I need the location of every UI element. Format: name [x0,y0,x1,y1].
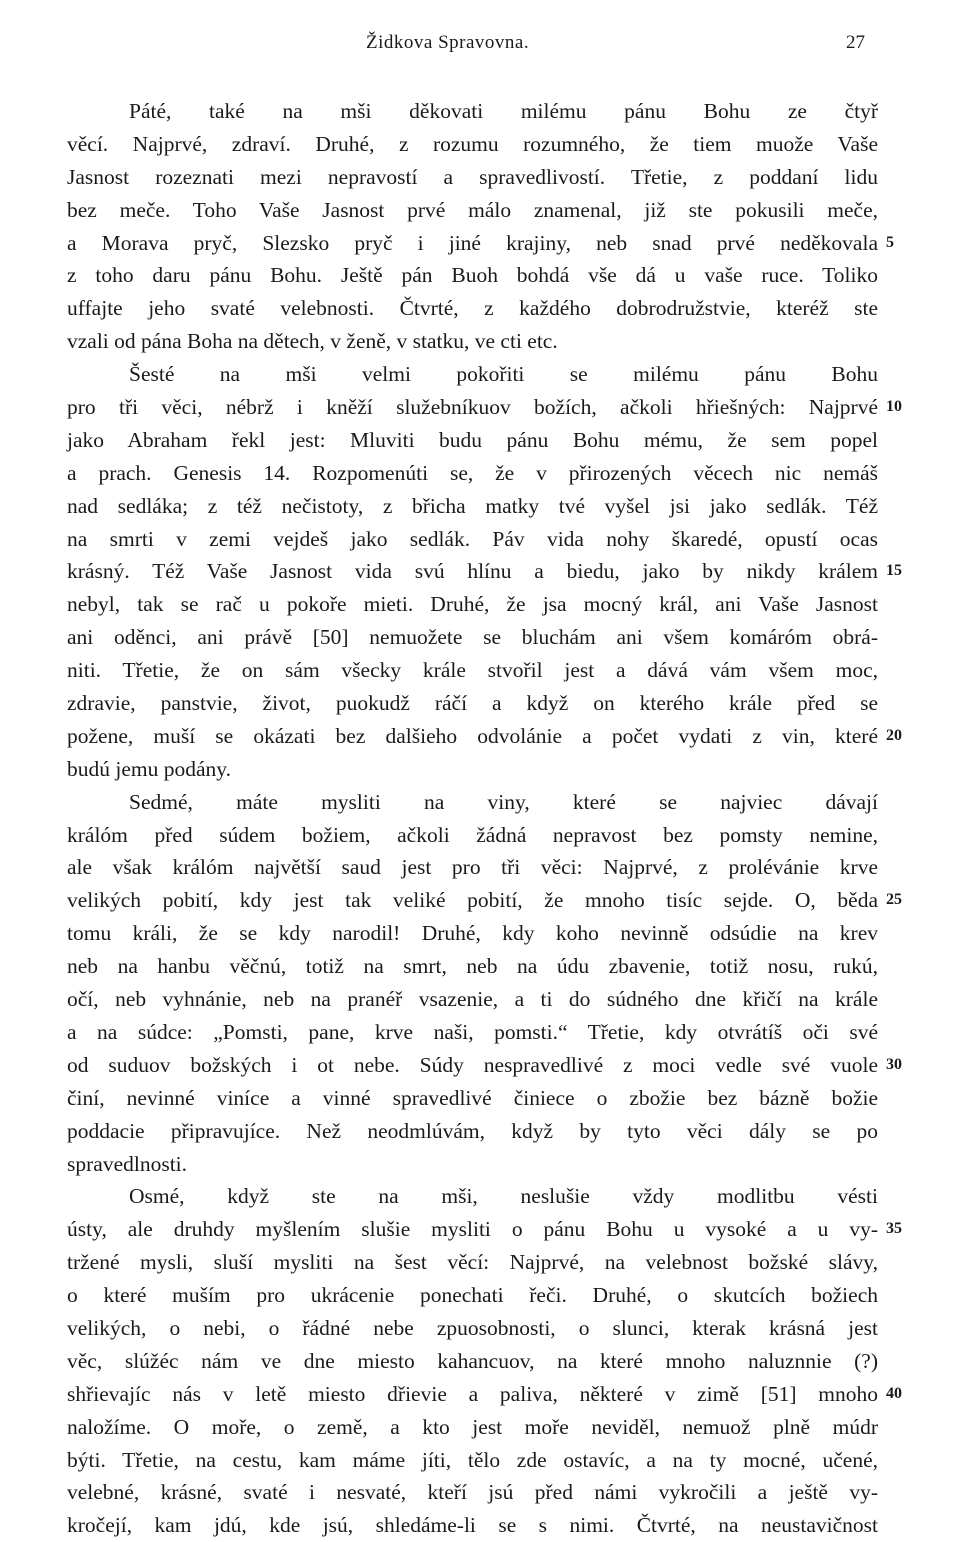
text-line [67,194,878,227]
text-line [67,950,878,983]
text-line-content: pro tři věci, nébrž i kněží služebníkuov božích, ačkoli hřiešných: Najprvé [67,395,878,420]
line-number: 20 [886,726,902,744]
text-line [67,983,878,1016]
text-line-content: ani oděnci, ani právě [50] nemuožete se bluchám ani všem komáróm obrá- [67,625,878,650]
text-line-content: Sedmé, máte mysliti na viny, které se najviec dávají [129,789,878,814]
text-line-content: shřievajíc nás v letě miesto dřievie a paliva, některé v zimě [51] mnoho [67,1381,878,1406]
text-line-content: z toho daru pánu Bohu. Ještě pán Buoh bohdá vše dá u vaše ruce. Toliko [67,263,878,288]
text-line-content: krásný. Též Vaše Jasnost vida svú hlínu a biedu, jako by nikdy králem [67,559,878,584]
text-line-content: bez meče. Toho Vaše Jasnost prvé málo znamenal, již ste pokusili meče, [67,197,878,222]
text-line-content: zdravie, panstvie, život, puokudž ráčí a když on kterého krále před se [67,691,878,716]
text-line-content: budú jemu podány. [67,756,232,781]
text-line [67,1345,878,1378]
text-line [67,786,878,819]
text-line [67,917,878,950]
text-line-content: požene, muší se okázati bez dalšieho odvolánie a počet vydati z vin, které [67,723,878,748]
text-line [67,687,878,720]
text-line [67,555,902,588]
text-line [67,1148,878,1181]
text-line-content: a prach. Genesis 14. Rozpomenúti se, že v přirozených věcech nic nemáš [67,460,878,485]
text-line-content: očí, neb vyhnánie, neb na pranéř vsazenie, a ti do súdného dne křičí na krále [67,987,878,1012]
text-line [67,292,878,325]
text-line-content: velikých pobití, kdy jest tak veliké pobití, že mnoho tisíc sejde. O, běda [67,888,878,913]
text-line [67,161,878,194]
text-line [67,1213,902,1246]
text-line-content: býti. Třetie, na cestu, kam máme jíti, tělo zde ostavíc, a na ty mocné, učené, [67,1447,878,1472]
text-line [67,819,878,852]
text-line-content: naložíme. O moře, o země, a kto jest moře neviděl, nemuož plně múdr [67,1414,878,1439]
text-line-content: o které muším pro ukrácenie ponechati řeči. Druhé, o skutcích božiech [67,1283,878,1308]
text-line-content: králóm před súdem božiem, ačkoli žádná nepravost bez pomsty nemine, [67,822,878,847]
text-line [67,1016,878,1049]
text-line [67,1049,902,1082]
text-line [67,588,878,621]
text-line-content: tržené mysli, sluší mysliti na šest věcí: Najprvé, na velebnost božské slávy, [67,1250,878,1275]
text-line-content: niti. Třetie, že on sám všecky krále stvořil jest a dává vám všem moc, [67,658,878,683]
text-line [67,95,878,128]
text-line [67,851,878,884]
text-line [67,1312,878,1345]
text-line [67,128,878,161]
text-line [67,259,878,292]
text-line-content: spravedlnosti. [67,1151,188,1176]
text-line-content: jako Abraham řekl jest: Mluviti budu pánu Bohu mému, že sem popel [67,427,878,452]
text-line-content: Osmé, když ste na mši, neslušie vždy modlitbu vésti [129,1184,878,1209]
page-number: 27 [846,32,865,53]
running-title: Židkova Spravovna. [366,32,530,53]
line-number: 10 [886,398,902,416]
text-line-content: poddacie připravujíce. Než neodmlúvám, když by tyto věci dály se po [67,1118,878,1143]
text-line [67,1411,878,1444]
text-line-content: vzali od pána Boha na dětech, v ženě, v statku, ve cti etc. [67,329,558,354]
line-number: 25 [886,891,902,909]
text-line-content: neb na hanbu věčnú, totiž na smrt, neb na údu zbavenie, totiž nosu, rukú, [67,954,878,979]
text-line-content: ústy, ale druhdy myšlením slušie mysliti o pánu Bohu u vysoké a u vy- [67,1217,878,1242]
text-line-content: ale však králóm najvětší saud jest pro tři věci: Najprvé, z prolévánie krve [67,855,878,880]
text-line-content: a na súdce: „Pomsti, pane, krve naši, pomsti.“ Třetie, kdy otvrátíš oči své [67,1019,878,1044]
text-line-content: velebné, krásné, svaté i nesvaté, kteří jsú před námi vykročili a ještě vy- [67,1480,878,1505]
text-line [67,1115,878,1148]
text-line [67,490,878,523]
text-line-content: kročejí, kam jdú, kde jsú, shledáme-li se s nimi. Čtvrté, na neustavičnost [67,1513,878,1538]
text-line [67,1180,878,1213]
line-number: 40 [886,1384,902,1402]
text-line [67,1444,878,1477]
text-line-content: Páté, také na mši děkovati milému pánu Bohu ze čtyř [129,99,878,123]
text-line [67,621,878,654]
line-number: 5 [886,233,894,251]
text-line [67,457,878,490]
text-line-content: věcí. Najprvé, zdraví. Druhé, z rozumu rozumného, že tiem muože Vaše [67,131,878,156]
text-line-content: nad sedláka; z též nečistoty, z břicha matky tvé vyšel jsi jako sedlák. Též [67,493,878,518]
line-number: 15 [886,562,902,580]
line-number: 30 [886,1055,902,1073]
text-line-content: činí, nevinné viníce a vinné spravedlivé činiece o zbožie bez bázně božie [67,1085,878,1110]
text-line-content: nebyl, tak se rač u pokoře mieti. Druhé, že jsa mocný král, ani Vaše Jasnost [67,592,878,617]
text-line-content: na smrti v zemi vejdeš jako sedlák. Páv vida nohy škaredé, opustí ocas [67,526,878,551]
page-header [0,32,960,62]
text-line [67,1279,878,1312]
text-line [67,884,902,917]
text-line-content: od suduov božských i ot nebe. Súdy nespravedlivé z moci vedle své vuole [67,1052,878,1077]
text-line [67,424,878,457]
text-line [67,720,902,753]
text-line-content: tomu králi, že se kdy narodil! Druhé, kdy koho nevinně odsúdie na krev [67,921,878,946]
text-line [67,1509,878,1542]
text-line [67,523,878,556]
text-line [67,1476,878,1509]
text-line-content: věc, slúžéc nám ve dne miesto kahancuov, na které mnoho naluznnie (?) [67,1348,878,1373]
text-line [67,1082,878,1115]
text-line [67,1378,902,1411]
text-line [67,391,902,424]
text-line [67,227,894,260]
text-line [67,753,878,786]
text-line [67,358,878,391]
text-line-content: velikých, o nebi, o řádné nebe zpuosobnosti, o slunci, kterak krásná jest [67,1315,878,1340]
text-line [67,1246,878,1279]
text-line-content: a Morava pryč, Slezsko pryč i jiné krajiny, neb snad prvé neděkovala [67,230,878,255]
text-line [67,654,878,687]
body-text [67,95,902,1542]
text-line-content: Šesté na mši velmi pokořiti se milému pánu Bohu [129,362,878,387]
text-line-content: Jasnost rozeznati mezi nepravostí a spravedlivostí. Třetie, z poddaní lidu [67,164,878,189]
line-number: 35 [886,1220,902,1238]
text-line [67,325,878,358]
text-line-content: uffajte jeho svaté velebnosti. Čtvrté, z každého dobrodružstvie, kteréž ste [67,296,878,321]
